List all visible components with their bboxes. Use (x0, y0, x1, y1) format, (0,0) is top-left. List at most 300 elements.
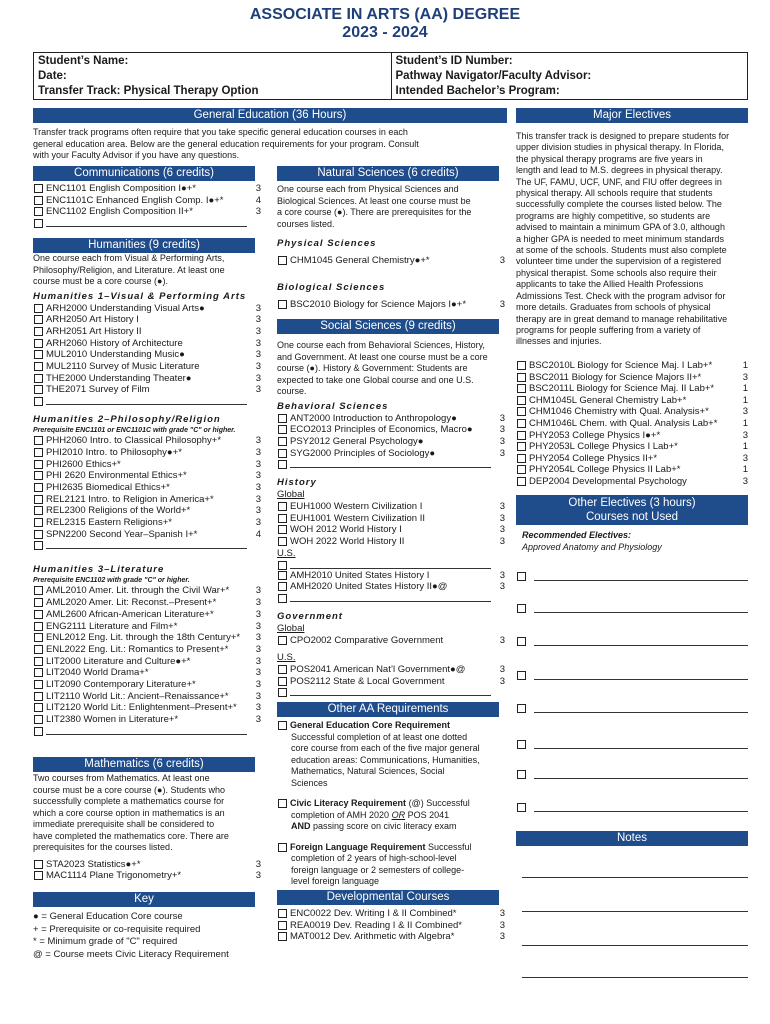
write-in-line[interactable] (534, 679, 748, 680)
course-name: ENC0022 Dev. Writing I & II Combined* (290, 908, 457, 919)
course-checkbox[interactable] (34, 184, 43, 193)
course-credits: 3 (499, 298, 505, 310)
course-checkbox[interactable] (278, 571, 287, 580)
humanities-3-prereq: Prerequisite ENC1102 with grade "C" or higher. (33, 577, 190, 585)
write-in-line[interactable] (290, 593, 491, 602)
course-row (516, 441, 748, 453)
course-checkbox[interactable] (517, 465, 526, 474)
course-checkbox[interactable] (517, 373, 526, 382)
natural-sciences-intro (277, 184, 505, 230)
social-sciences-intro-line: course. (277, 386, 307, 396)
course-row (516, 430, 748, 442)
course-credits: 3 (742, 429, 748, 441)
other-electives-header (516, 495, 748, 525)
gen-ed-header: General Education (36 Hours) (33, 108, 507, 123)
social-sciences-intro-line: expected to take one Global course and one U.S. (277, 374, 474, 385)
course-checkbox[interactable] (278, 300, 287, 309)
course-checkbox[interactable] (517, 396, 526, 405)
course-credits: 1 (742, 441, 748, 453)
elective-checkbox[interactable] (517, 803, 526, 812)
requirement-row (277, 842, 505, 854)
course-checkbox[interactable] (278, 665, 287, 674)
gen-ed-intro (33, 127, 507, 162)
humanities-intro-line: One course each from Visual & Performing Arts, (33, 253, 225, 263)
major-electives-intro-line: programs are highly competitive, so students are (516, 210, 711, 221)
course-checkbox[interactable] (278, 909, 287, 918)
humanities-2-list (33, 435, 261, 540)
course-checkbox[interactable] (34, 219, 43, 228)
major-electives-intro-line: the physical therapy programs are five years in (516, 153, 703, 164)
course-row (33, 859, 261, 871)
course-name: CHM1045L General Chemistry Lab+* (529, 394, 687, 406)
major-electives-intro-line: a higher GPA is needed to meet minimum standards (516, 233, 724, 244)
course-name: LIT2040 World Drama+* (46, 667, 149, 679)
notes-line[interactable] (522, 977, 748, 978)
course-row (33, 632, 261, 644)
course-credits: 3 (255, 620, 261, 632)
course-name: PHY2054 College Physics II+* (529, 452, 658, 464)
course-credits: 4 (255, 194, 261, 206)
notes-line[interactable] (522, 877, 748, 878)
course-name: MUL2010 Understanding Music● (46, 349, 185, 361)
course-checkbox[interactable] (517, 431, 526, 440)
course-name: LIT2110 World Lit.: Ancient–Renaissance+* (46, 690, 229, 702)
course-row (33, 338, 261, 350)
course-checkbox[interactable] (278, 921, 287, 930)
social-sciences-intro-line: course (●). History & Government: Students are (277, 363, 468, 373)
course-checkbox[interactable] (34, 385, 43, 394)
mathematics-header: Mathematics (6 credits) (33, 757, 255, 772)
course-checkbox[interactable] (34, 610, 43, 619)
course-checkbox[interactable] (278, 525, 287, 534)
developmental-header: Developmental Courses (277, 890, 499, 905)
course-credits: 3 (255, 206, 261, 218)
date-label: Date: (38, 70, 67, 82)
blank-course-row (277, 593, 505, 603)
course-checkbox[interactable] (278, 594, 287, 603)
course-name: CPO2002 Comparative Government (290, 634, 444, 646)
course-row (277, 424, 505, 436)
course-checkbox[interactable] (34, 668, 43, 677)
transfer-track-label: Transfer Track: Physical Therapy Option (38, 85, 259, 97)
recommended-electives-text: Approved Anatomy and Physiology (522, 542, 662, 552)
requirement-or: OR (391, 809, 406, 820)
course-name: THE2071 Survey of Film (46, 384, 150, 396)
requirement-text: completion of AMH 2020 (291, 809, 392, 820)
course-credits: 3 (255, 446, 261, 458)
course-row (277, 920, 505, 932)
course-row (516, 383, 748, 395)
course-checkbox[interactable] (517, 361, 526, 370)
course-credits: 3 (255, 183, 261, 194)
course-checkbox[interactable] (34, 598, 43, 607)
course-name: PHI2010 Intro. to Philosophy●+* (46, 446, 182, 458)
course-credits: 3 (499, 634, 505, 646)
course-credits: 3 (499, 536, 505, 548)
foreign-language-tail: Successful (428, 841, 472, 852)
course-checkbox[interactable] (34, 633, 43, 642)
course-checkbox[interactable] (34, 397, 43, 406)
elective-checkbox[interactable] (517, 604, 526, 613)
key-item: ● = General Education Core course (33, 911, 183, 922)
course-credits: 3 (255, 690, 261, 702)
course-checkbox[interactable] (278, 636, 287, 645)
course-checkbox[interactable] (278, 460, 287, 469)
requirement-row (277, 720, 505, 732)
course-checkbox[interactable] (34, 350, 43, 359)
course-checkbox[interactable] (278, 688, 287, 697)
course-checkbox[interactable] (517, 384, 526, 393)
course-credits: 3 (499, 908, 505, 919)
other-electives-title: Other Electives (3 hours) (568, 497, 696, 509)
student-info-table (33, 52, 748, 100)
course-checkbox[interactable] (278, 449, 287, 458)
course-checkbox[interactable] (278, 537, 287, 546)
course-checkbox[interactable] (278, 256, 287, 265)
course-credits: 3 (255, 667, 261, 679)
elective-checkbox[interactable] (517, 637, 526, 646)
course-name: EUH1000 Western Civilization I (290, 501, 423, 513)
write-in-line[interactable] (46, 218, 247, 227)
major-electives-intro-line: applicants to take the Allied Health Professions (516, 279, 704, 290)
course-name: PHI2635 Biomedical Ethics+* (46, 481, 170, 493)
course-name: LIT2380 Women in Literature+* (46, 714, 179, 726)
history-global-label: Global (277, 489, 305, 501)
course-checkbox[interactable] (34, 703, 43, 712)
requirement-checkbox[interactable] (278, 799, 287, 808)
humanities-intro (33, 253, 261, 288)
major-electives-intro-line: advised to maintain a minimum GPA of 3.0, although (516, 222, 725, 233)
course-credits: 3 (255, 632, 261, 644)
government-global-label: Global (277, 622, 305, 634)
course-credits: 3 (255, 597, 261, 609)
document-title (0, 6, 770, 42)
course-name: ARH2000 Understanding Visual Arts● (46, 302, 205, 314)
course-credits: 3 (499, 569, 505, 581)
course-checkbox[interactable] (278, 425, 287, 434)
course-checkbox[interactable] (34, 207, 43, 216)
course-credits: 3 (255, 384, 261, 396)
requirement-line: level foreign language (291, 876, 380, 886)
course-name: STA2023 Statistics●+* (46, 858, 141, 870)
mathematics-intro-line: Two courses from Mathematics. At least one (33, 773, 210, 783)
student-info-left (34, 53, 391, 99)
key-item: + = Prerequisite or co-requisite required (33, 923, 201, 935)
course-checkbox[interactable] (517, 419, 526, 428)
mathematics-intro-line: course must be a core course (●). Students who (33, 784, 226, 795)
course-row (277, 635, 505, 647)
write-in-line[interactable] (534, 778, 748, 779)
course-credits: 3 (255, 608, 261, 620)
major-electives-intro-line: length and lead to M.S. degrees in physical therapy. (516, 165, 723, 176)
course-name: REA0019 Dev. Reading I & II Combined* (290, 919, 462, 931)
course-credits: 3 (255, 702, 261, 714)
course-row (33, 183, 261, 195)
course-name: POS2112 State & Local Government (290, 675, 445, 687)
course-row (277, 448, 505, 460)
course-checkbox[interactable] (34, 483, 43, 492)
course-row (277, 676, 505, 688)
major-electives-intro-line: at some of the schools. Students must also complete (516, 245, 727, 256)
natural-sciences-intro-line: courses listed. (277, 218, 335, 229)
course-checkbox[interactable] (34, 374, 43, 383)
requirement-checkbox[interactable] (278, 843, 287, 852)
course-checkbox[interactable] (34, 622, 43, 631)
write-in-line[interactable] (46, 396, 247, 405)
course-name: PHI2600 Ethics+* (46, 458, 121, 470)
course-checkbox[interactable] (278, 677, 287, 686)
course-credits: 1 (742, 360, 748, 371)
course-checkbox[interactable] (34, 304, 43, 313)
course-checkbox[interactable] (278, 502, 287, 511)
mathematics-section (33, 773, 261, 882)
gen-ed-intro-line: general education area. Below are the general education requirements for your program. Consult (33, 138, 419, 149)
course-credits: 3 (255, 643, 261, 655)
course-name: ENL2012 Eng. Lit. through the 18th Century+* (46, 632, 241, 644)
elective-checkbox[interactable] (517, 572, 526, 581)
course-checkbox[interactable] (517, 454, 526, 463)
elective-write-in-row (516, 601, 748, 613)
behavioral-sciences-subheading: Behavioral Sciences (277, 400, 389, 412)
course-checkbox[interactable] (34, 715, 43, 724)
course-row (33, 349, 261, 361)
requirement-line: core course from each of the five major general (291, 743, 480, 753)
course-row (33, 384, 261, 396)
course-row (33, 597, 261, 609)
civic-literacy-tail: (@) Successful (408, 798, 470, 808)
course-name: ENC1101C Enhanced English Comp. I●+* (46, 194, 224, 206)
course-checkbox[interactable] (34, 586, 43, 595)
developmental-section (277, 908, 505, 943)
notes-line[interactable] (522, 945, 748, 946)
course-checkbox[interactable] (517, 442, 526, 451)
student-info-right (391, 53, 748, 99)
course-name: WOH 2012 World History I (290, 524, 402, 536)
course-checkbox[interactable] (34, 448, 43, 457)
course-checkbox[interactable] (34, 680, 43, 689)
course-credits: 3 (255, 517, 261, 529)
major-electives-intro-line: Admissions Test. Check with the program advisor for (516, 290, 726, 301)
course-credits: 3 (255, 349, 261, 361)
requirement-line: Mathematics, Natural Sciences, Social (291, 766, 445, 776)
course-credits: 3 (255, 372, 261, 384)
government-us-label: U.S. (277, 652, 296, 664)
course-row (277, 931, 505, 943)
course-checkbox[interactable] (34, 506, 43, 515)
gen-ed-core-requirement-title: General Education Core Requirement (290, 720, 451, 730)
write-in-line[interactable] (290, 459, 491, 468)
notes-line[interactable] (522, 911, 748, 912)
course-row (33, 529, 261, 541)
requirement-text: POS 2041 (405, 809, 450, 820)
course-row (277, 255, 505, 267)
blank-course-row (33, 396, 261, 406)
course-checkbox[interactable] (34, 645, 43, 654)
natural-sciences-section (277, 184, 505, 310)
course-row (516, 476, 748, 488)
natural-sciences-intro-line: Biological Sciences. At least one course must be (277, 195, 471, 206)
write-in-line[interactable] (46, 726, 247, 735)
courses-not-used-title: Courses not Used (585, 511, 679, 523)
course-row (277, 908, 505, 920)
course-row (33, 656, 261, 668)
elective-write-in-row (516, 737, 748, 749)
write-in-line[interactable] (290, 560, 491, 569)
course-checkbox[interactable] (34, 495, 43, 504)
course-row (277, 581, 505, 593)
elective-write-in-row (516, 569, 748, 581)
course-checkbox[interactable] (34, 327, 43, 336)
course-name: MUL2110 Survey of Music Literature (46, 361, 200, 373)
blank-course-row (33, 726, 261, 736)
course-checkbox[interactable] (34, 315, 43, 324)
advisor-label: Pathway Navigator/Faculty Advisor: (395, 70, 592, 82)
course-name: PHY2053 College Physics I●+* (529, 429, 661, 441)
course-row (33, 314, 261, 326)
requirement-line: completion of 2 years of high-school-level (291, 853, 457, 863)
write-in-line[interactable] (46, 540, 247, 549)
major-electives-intro-line: therapy are in great demand to manage rehabilitative (516, 313, 728, 324)
requirement-checkbox[interactable] (278, 721, 287, 730)
course-name: BSC2010 Biology for Science Majors I●+* (290, 298, 467, 310)
course-checkbox[interactable] (34, 362, 43, 371)
course-name: BSC2011 Biology for Science Majors II+* (529, 371, 702, 383)
humanities-1-subheading: Humanities 1–Visual & Performing Arts (33, 290, 247, 302)
social-sciences-header: Social Sciences (9 credits) (277, 319, 499, 334)
course-credits: 3 (499, 255, 505, 266)
humanities-3-subheading: Humanities 3–Literature (33, 564, 165, 576)
course-credits: 3 (255, 314, 261, 326)
mathematics-intro-line: successfully complete a mathematics course for (33, 796, 225, 806)
course-credits: 3 (255, 458, 261, 470)
course-credits: 3 (255, 870, 261, 882)
write-in-line[interactable] (534, 580, 748, 581)
write-in-line[interactable] (534, 712, 748, 713)
course-checkbox[interactable] (278, 414, 287, 423)
elective-checkbox[interactable] (517, 740, 526, 749)
major-electives-intro (516, 131, 752, 348)
major-electives-intro-line: programs for people suffering from a variety of (516, 324, 701, 335)
course-checkbox[interactable] (278, 514, 287, 523)
course-checkbox[interactable] (34, 460, 43, 469)
course-name: PHY2053L College Physics I Lab+* (529, 441, 678, 453)
course-checkbox[interactable] (34, 436, 43, 445)
course-row (277, 536, 505, 548)
physical-sciences-subheading: Physical Sciences (277, 238, 377, 249)
course-checkbox[interactable] (34, 692, 43, 701)
write-in-line[interactable] (534, 811, 748, 812)
civic-literacy-text (277, 810, 505, 833)
course-credits: 1 (742, 394, 748, 406)
gen-ed-intro-line: with your Faculty Advisor if you have any questions. (33, 150, 240, 160)
course-checkbox[interactable] (34, 657, 43, 666)
elective-checkbox[interactable] (517, 671, 526, 680)
course-checkbox[interactable] (34, 518, 43, 527)
course-row (33, 585, 261, 597)
blank-course-row (277, 560, 505, 570)
course-row (33, 361, 261, 373)
mathematics-intro-line: which a core course option in mathematics is an (33, 807, 225, 818)
course-checkbox[interactable] (517, 407, 526, 416)
course-credits: 1 (742, 417, 748, 429)
write-in-line[interactable] (290, 687, 491, 696)
requirement-line: education areas: Communications, Humanities, (291, 754, 480, 765)
course-credits: 3 (499, 435, 505, 447)
course-row (516, 453, 748, 465)
course-checkbox[interactable] (517, 477, 526, 486)
course-row (33, 679, 261, 691)
course-checkbox[interactable] (278, 437, 287, 446)
key-header: Key (33, 892, 255, 907)
course-checkbox[interactable] (278, 932, 287, 941)
mathematics-intro-line: prerequisites for the courses listed. (33, 842, 173, 852)
natural-sciences-intro-line: a core course (●). There are prerequisites for the (277, 207, 472, 217)
course-checkbox[interactable] (34, 860, 43, 869)
write-in-line[interactable] (534, 748, 748, 749)
course-credits: 3 (255, 435, 261, 447)
course-row (277, 413, 505, 425)
history-subheading: History (277, 477, 317, 489)
course-checkbox[interactable] (278, 582, 287, 591)
gen-ed-intro-line: Transfer track programs often require that you take specific general education courses in each (33, 127, 408, 137)
humanities-2-subheading: Humanities 2–Philosophy/Religion (33, 414, 221, 426)
write-in-line[interactable] (534, 612, 748, 613)
course-row (277, 436, 505, 448)
major-electives-intro-line: upper division studies in physical therapy. In Florida, (516, 142, 724, 153)
key-legend (33, 911, 261, 961)
course-credits: 3 (255, 714, 261, 726)
course-name: PHH2060 Intro. to Classical Philosophy+* (46, 435, 222, 447)
social-sciences-intro-line: One course each from Behavioral Sciences, History, (277, 340, 485, 350)
course-credits: 3 (255, 337, 261, 349)
humanities-intro-line: Philosophy/Religion, and Literature. At least one (33, 264, 225, 275)
course-row (516, 406, 748, 418)
course-row (33, 609, 261, 621)
course-name: DEP2004 Developmental Psychology (529, 475, 687, 487)
course-checkbox[interactable] (34, 196, 43, 205)
course-checkbox[interactable] (34, 339, 43, 348)
requirement-line: Successful completion of at least one dotted (291, 731, 468, 742)
course-name: SYG2000 Principles of Sociology● (290, 447, 436, 459)
elective-checkbox[interactable] (517, 704, 526, 713)
course-checkbox[interactable] (34, 871, 43, 880)
course-checkbox[interactable] (34, 727, 43, 736)
course-name: AML2020 Amer. Lit: Reconst.–Present+* (46, 597, 217, 609)
course-name: BSC2011L Biology for Science Maj. II Lab+* (529, 383, 715, 395)
course-checkbox[interactable] (278, 561, 287, 570)
course-credits: 3 (742, 452, 748, 464)
elective-checkbox[interactable] (517, 770, 526, 779)
course-row (277, 524, 505, 536)
course-row (33, 195, 261, 207)
write-in-line[interactable] (534, 645, 748, 646)
blank-course-row (277, 459, 505, 469)
social-sciences-intro (277, 340, 505, 398)
course-checkbox[interactable] (34, 530, 43, 539)
humanities-2-prereq: Prerequisite ENC1101 or ENC1101C with grade "C" or higher. (33, 427, 236, 435)
natural-sciences-header: Natural Sciences (6 credits) (277, 166, 499, 181)
other-aa-header: Other AA Requirements (277, 702, 499, 717)
course-credits: 3 (499, 412, 505, 424)
course-checkbox[interactable] (34, 541, 43, 550)
academic-year: 2023 - 2024 (342, 24, 428, 41)
social-sciences-intro-line: and Government. At least one course must be a core (277, 351, 488, 362)
mathematics-intro-line: immediate prerequisite shall be considered to (33, 819, 215, 829)
major-electives-intro-line: physical therapist. Some schools also require their (516, 267, 717, 278)
blank-course-row (33, 540, 261, 550)
course-checkbox[interactable] (34, 471, 43, 480)
course-credits: 3 (499, 675, 505, 687)
